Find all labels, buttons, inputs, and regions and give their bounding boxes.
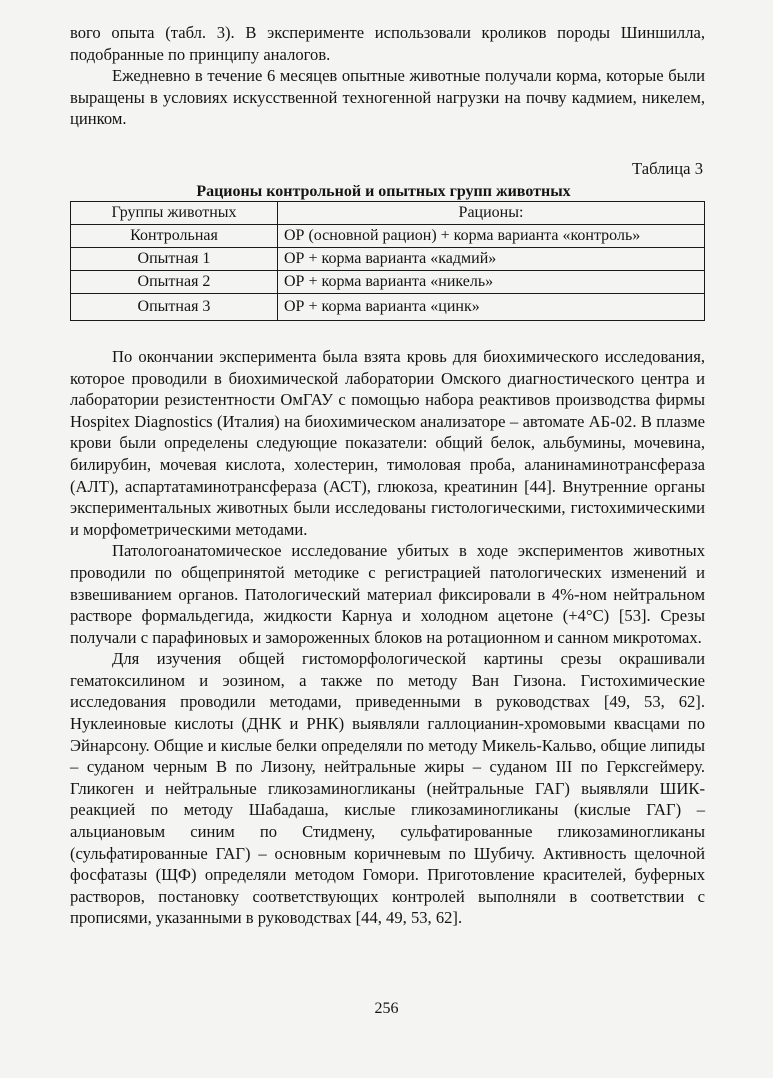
table-cell-group: Опытная 2 bbox=[71, 270, 278, 293]
page-number: 256 bbox=[374, 1000, 399, 1017]
table-row bbox=[71, 293, 705, 320]
paragraph-intro-continued: вого опыта (табл. 3). В эксперименте использовали кроликов породы Шиншилла, подобранные по принципу аналогов. bbox=[70, 23, 705, 64]
paragraph-pathology: Патологоанатомическое исследование убитых в ходе экспериментов животных проводили по общепринятой методике с регистрацией патологических изменений и взвешиванием органов. Патологический материал фиксировали в 4%-ном нейтральном растворе формальдегида, жидкости Карнуа и холодном ацетоне (+4°С) [53]. Срезы получали с парафиновых и замороженных блоков на ротационном и санном микротомах. bbox=[70, 541, 705, 647]
table-cell-ration: ОР + корма варианта «никель» bbox=[278, 270, 705, 293]
main-text-block bbox=[70, 346, 705, 929]
table-cell-ration: ОР (основной рацион) + корма варианта «контроль» bbox=[278, 224, 705, 247]
table-cell-group: Опытная 3 bbox=[71, 293, 278, 320]
table-cell-group: Опытная 1 bbox=[71, 247, 278, 270]
paragraph-blood-analysis: По окончании эксперимента была взята кровь для биохимического исследования, которое проводили в биохимической лаборатории Омского диагностического центра и лаборатории резистентности ОмГАУ с помощью набора реактивов производства фирмы Hospitex Diagnostics (Италия) на биохимическом анализаторе – автомате АБ-02. В плазме крови были определены следующие показатели: общий белок, альбумины, мочевина, билирубин, мочевая кислота, холестерин, тимоловая проба, аланинаминотрансфераза (АЛТ), аспартатаминотрансфераза (АСТ), глюкоза, креатинин [44]. Внутренние органы экспериментальных животных были исследованы гистологическими, гистохимическими и морфометрическими методами. bbox=[70, 346, 705, 539]
table-label: Таблица 3 bbox=[632, 158, 703, 178]
table-cell-ration: ОР + корма варианта «цинк» bbox=[278, 293, 705, 320]
table-cell-ration: ОР + корма варианта «кадмий» bbox=[278, 247, 705, 270]
table-title: Рационы контрольной и опытных групп животных bbox=[196, 182, 571, 200]
paragraph-feeding: Ежедневно в течение 6 месяцев опытные животные получали корма, которые были выращены в условиях искусственной техногенной нагрузки на почву кадмием, никелем, цинком. bbox=[70, 66, 705, 129]
table-row bbox=[71, 270, 705, 293]
table-cell-group: Контрольная bbox=[71, 224, 278, 247]
table-header-rations: Рационы: bbox=[278, 201, 705, 224]
table-header-groups: Группы животных bbox=[71, 201, 278, 224]
table-row bbox=[71, 224, 705, 247]
paragraph-histochemistry: Для изучения общей гистоморфологической картины срезы окрашивали гематоксилином и эозином, а также по методу Ван Гизона. Гистохимические исследования проводили методами, приведенными в руководствах [49, 53, 62]. Нуклеиновые кислоты (ДНК и РНК) выявляли галлоцианин-хромовыми квасцами по Эйнарсону. Общие и кислые белки определяли по методу Микель-Кальво, общие липиды – суданом черным В по Лизону, нейтральные жиры – суданом III по Герксгеймеру. Гликоген и нейтральные гликозаминогликаны (нейтральные ГАГ) выявляли ШИК-реакцией по методу Шабадаша, кислые гликозаминогликаны (кислые ГАГ) – альциановым синим по Стидмену, сульфатированные гликозаминогликаны (сульфатированные ГАГ) – основным коричневым по Шубичу. Активность щелочной фосфатазы (ЩФ) определяли методом Гомори. Приготовление красителей, буферных растворов, постановку соответствующих контролей выполняли в соответствии с прописями, указанными в руководствах [44, 49, 53, 62]. bbox=[70, 649, 705, 928]
diet-table bbox=[70, 201, 705, 321]
table-header-row bbox=[71, 201, 705, 224]
table-row bbox=[71, 247, 705, 270]
